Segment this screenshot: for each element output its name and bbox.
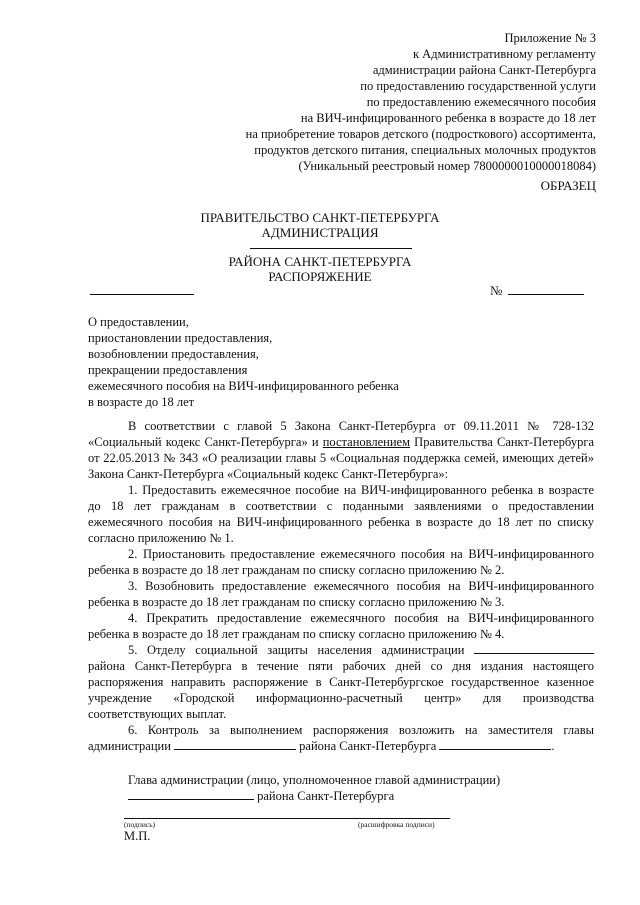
signature-rayon: района Санкт-Петербурга [257,789,395,803]
appendix-line: по предоставлению государственной услуги [360,79,596,93]
signature-caption: (подпись) [124,820,156,829]
subject-block [88,314,399,410]
subject-line: ежемесячного пособия на ВИЧ-инфицированного ребенка [88,379,399,393]
number-blank-line [508,294,584,295]
appendix-line: администрации района Санкт-Петербурга [372,63,596,77]
header-divider [250,248,412,249]
header-government [0,210,640,240]
paragraph-4: 4. Прекратить предоставление ежемесячного пособия на ВИЧ-инфицированного ребенка в возрасте до 18 лет гражданам по списку согласно приложению № 4. [88,611,594,641]
admin-name-blank [474,642,594,654]
appendix-line: к Административному регламенту [412,47,596,61]
header-admin-title: АДМИНИСТРАЦИЯ [261,225,379,240]
intro-text-a: В соответствии с главой 5 Закона Санкт-Петербурга от 09.11.2011 № 728-132 «Социальный кодекс Санкт-Петербурга» и [88,419,594,449]
appendix-line: Приложение № 3 [504,31,596,45]
sample-label: ОБРАЗЕЦ [540,178,596,193]
appendix-line: продуктов детского питания, специальных молочных продуктов [254,143,596,157]
appendix-line: (Уникальный реестровый номер 7800000010000018084) [298,159,596,173]
signature-rayon-blank [128,788,254,800]
appendix-line: на приобретение товаров детского (подросткового) ассортимента, [245,127,596,141]
appendix-line: на ВИЧ-инфицированного ребенка в возрасте до 18 лет [300,111,596,125]
p6-text-a: 6. Контроль за выполнением распоряжения возложить на заместителя главы администрации [88,723,594,753]
header-gov-title: ПРАВИТЕЛЬСТВО САНКТ-ПЕТЕРБУРГА [200,210,440,225]
header-rayon-title: РАЙОНА САНКТ-ПЕТЕРБУРГА [228,254,412,269]
appendix-block [176,30,596,174]
signature-title: Глава администрации (лицо, уполномоченное главой администрации) [128,773,501,787]
document-body [88,418,594,754]
intro-paragraph [88,418,594,482]
subject-line: О предоставлении, [88,315,189,329]
appendix-line: по предоставлению ежемесячного пособия [366,95,596,109]
paragraph-5 [88,642,594,722]
signature-rayon-row [128,788,500,804]
subject-line: возобновлении предоставления, [88,347,259,361]
subject-line: в возрасте до 18 лет [88,395,195,409]
p5-text-b: района Санкт-Петербурга в течение пяти рабочих дней со дня издания настоящего распоряжения направить распоряжение в Санкт-Петербургское государственное казенное учреждение «Городской информационно-расчетный центр» для производства соответствующих выплат. [88,659,594,721]
paragraph-1: 1. Предоставить ежемесячное пособие на ВИЧ-инфицированного ребенка в возрасте до 18 лет гражданам в соответствии с поданными заявлениями о предоставлении ежемесячного пособия на ВИЧ-инфицированного ребенка в возрасте до 18 лет по списку согласно приложению № 1. [88,483,594,545]
paragraph-3: 3. Возобновить предоставление ежемесячного пособия на ВИЧ-инфицированного ребенка в возрасте до 18 лет гражданам по списку согласно приложению № 3. [88,579,594,609]
signature-decode-caption: (расшифровка подписи) [358,820,435,829]
p6-text-c: . [551,739,555,753]
subject-line: приостановлении предоставления, [88,331,273,345]
resolution-link[interactable]: постановлением [322,435,410,449]
stamp-place: М.П. [124,829,151,843]
header-rayon [0,254,640,284]
paragraph-6 [88,722,594,754]
rayon-name-blank [174,738,296,750]
p6-text-b: района Санкт-Петербурга [296,739,440,753]
header-order-title: РАСПОРЯЖЕНИЕ [268,269,372,284]
subject-line: прекращении предоставления [88,363,248,377]
number-sign: № [490,283,503,298]
date-blank-line [90,293,194,295]
intro-text-b: Правительства Санкт-Петербурга от 22.05.2013 № 343 «О реализации главы 5 «Социальная поддержка семей, имеющих детей» Закона Санкт-Петербурга «Социальный кодекс Санкт-Петербурга»: [88,435,594,481]
p5-text-a: 5. Отделу социальной защиты населения администрации [128,643,474,657]
deputy-name-blank [439,738,551,750]
signature-line [124,818,450,819]
paragraph-2: 2. Приостановить предоставление ежемесячного пособия на ВИЧ-инфицированного ребенка в возрасте до 18 лет гражданам по списку согласно приложению № 2. [88,547,594,577]
signature-block [128,772,500,804]
